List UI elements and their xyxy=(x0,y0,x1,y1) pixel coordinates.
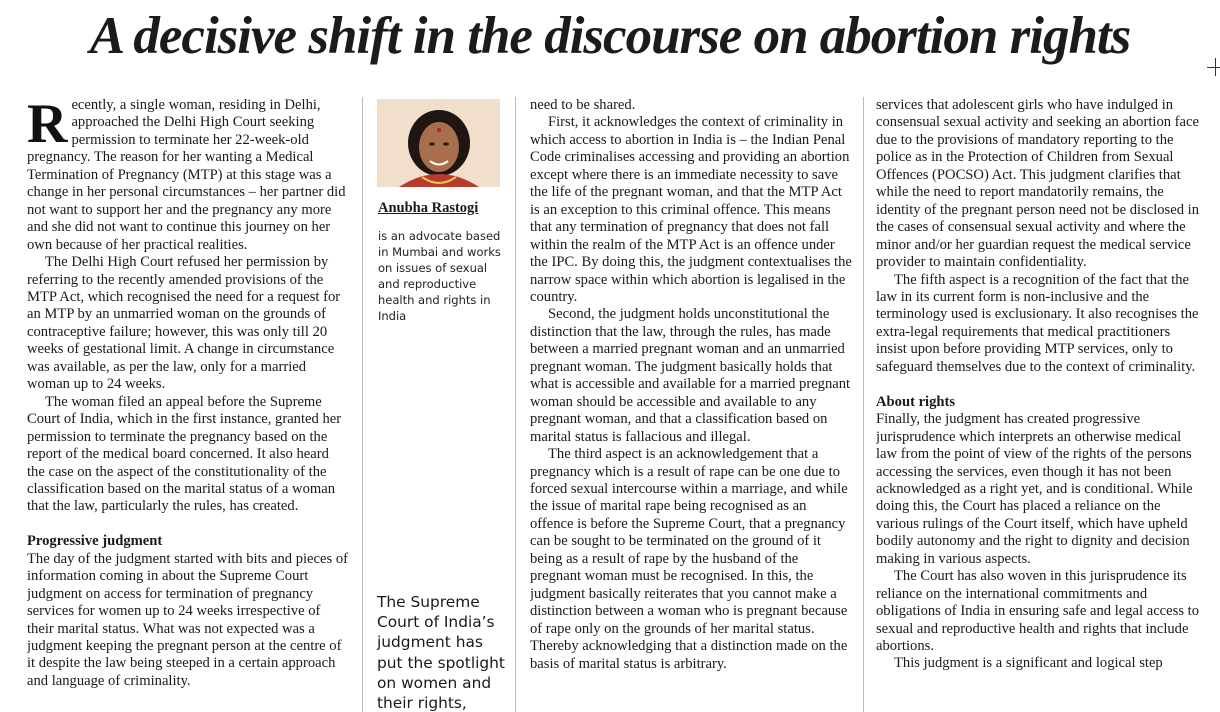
article-column-3 xyxy=(530,97,852,712)
article-column-4 xyxy=(876,97,1202,712)
paragraph: First, it acknowledges the context of criminality in which access to abortion in India is – the Indian Penal Code criminalises accessing and providing an abortion except where there is an immediate necessity to save the life of the pregnant woman, and that the MTP Act is an exception to this criminal offence. This means that any termination of pregnancy that does not fall within the realm of the MTP Act is an offence under the IPC. By doing this, the judgment contextualises the narrow space within which abortion is legalised in the country. xyxy=(530,114,852,305)
paragraph: need to be shared. xyxy=(530,97,636,113)
article-column-1 xyxy=(27,97,349,712)
column-divider xyxy=(362,97,363,712)
lead-paragraph: Recently, a single woman, residing in Delhi, approached the Delhi High Court seeking permission to terminate her 22-week-old pregnancy. The reason for her wanting a Medical Termination of Pregnancy (MTP) at this stage was a change in her personal circumstances – her partner did not want to support her and the pregnancy any more and she did not want to continue this journey on her own because of her practical realities. xyxy=(27,97,346,253)
crop-mark-icon xyxy=(1207,58,1220,76)
paragraph: The third aspect is an acknowledgement that a pregnancy which is a result of rape can be one due to forced sexual intercourse within a marriage, and while the issue of marital rape being recognised as an offence is before the Supreme Court, that a pregnancy can be sought to be terminated on the ground of it being as a result of rape by the husband of the pregnant woman must be recognised. In this, the judgment basically reiterates that you cannot make a distinction between a woman who is pregnant because of rape only on the grounds of her marital status. Thereby acknowledging that a distinction made on the basis of marital status is arbitrary. xyxy=(530,446,848,672)
drop-cap: R xyxy=(27,97,68,155)
paragraph: The day of the judgment started with bits and pieces of information coming in about the Supreme Court judgment on access for termination of pregnancy services for women up to 24 weeks irrespective of their marital status. What was not expected was a judgment keeping the pregnant person at the centre of it despite the law being steeped in a certain approach and language of criminality. xyxy=(27,550,348,689)
column-divider xyxy=(515,97,516,712)
author-name: Anubha Rastogi xyxy=(378,200,479,216)
author-bio: is an advocate based in Mumbai and works on issues of sexual and reproductive health and rights in India xyxy=(378,229,501,323)
paragraph: The woman filed an appeal before the Supreme Court of India, which in the first instance, granted her permission to terminate the pregnancy based on the report of the medical board concerned. It also heard the case on the aspect of the constitutionality of the classification based on the marital status of a woman that the law, particularly the rules, has created. xyxy=(27,393,342,515)
pull-quote: The Supreme Court of India’s judgment has put the spotlight on women and their rights, xyxy=(377,593,505,712)
column-divider xyxy=(863,97,864,712)
paragraph: This judgment is a significant and logical step xyxy=(894,655,1163,672)
paragraph: services that adolescent girls who have indulged in consensual sexual activity and seeking an abortion face due to the provisions of mandatory reporting to the police as in the Protection of Children from Sexual Offences (POCSO) Act. This judgment clarifies that while the need to report mandatorily remains, the identity of the pregnant person need not be disclosed in the cases of consensual sexual activity and where the minor and/or her guardian request the medical service provider to maintain confidentiality. xyxy=(876,97,1200,271)
paragraph: The fifth aspect is a recognition of the fact that the law in its current form is non-inclusive and the terminology used is exclusionary. It also recognises the extra-legal requirements that medical practitioners insist upon before providing MTP services, only to safeguard themselves due to the context of criminality. xyxy=(876,271,1199,375)
paragraph: The Court has also woven in this jurisprudence its reliance on the international commitments and obligations of India in ensuring safe and legal access to sexual and reproductive health and rights that include abortions. xyxy=(876,568,1199,655)
subheading: Progressive judgment xyxy=(27,533,163,550)
author-photo xyxy=(377,99,500,187)
paragraph: Second, the judgment holds unconstitutional the distinction that the law, through the rules, has made between a married pregnant woman and an unmarried pregnant woman. The judgment basically holds that what is accessible and available for a married pregnant woman should be accessible and available to any pregnant woman, and that a classification based on marital status is fallacious and illegal. xyxy=(530,306,851,445)
paragraph: Finally, the judgment has created progressive jurisprudence which interprets an otherwise medical law from the point of view of the rights of the persons accessing the services, even though it has not been acknowledged as a right yet, and is conditional. While doing this, the Court has placed a reliance on the various rulings of the Court itself, which have upheld bodily autonomy and the right to dignity and decision making in various aspects. xyxy=(876,411,1193,567)
subheading: About rights xyxy=(876,393,956,410)
paragraph: The Delhi High Court refused her permission by referring to the recently amended provisions of the MTP Act, which recognised the need for a request for an MTP by an unmarried woman on the grounds of contraceptive failure; however, this was only till 20 weeks of gestational limit. A change in circumstance was available, as per the law, only for a married woman up to 24 weeks. xyxy=(27,254,341,393)
headline: A decisive shift in the discourse on abortion rights xyxy=(89,7,1131,65)
